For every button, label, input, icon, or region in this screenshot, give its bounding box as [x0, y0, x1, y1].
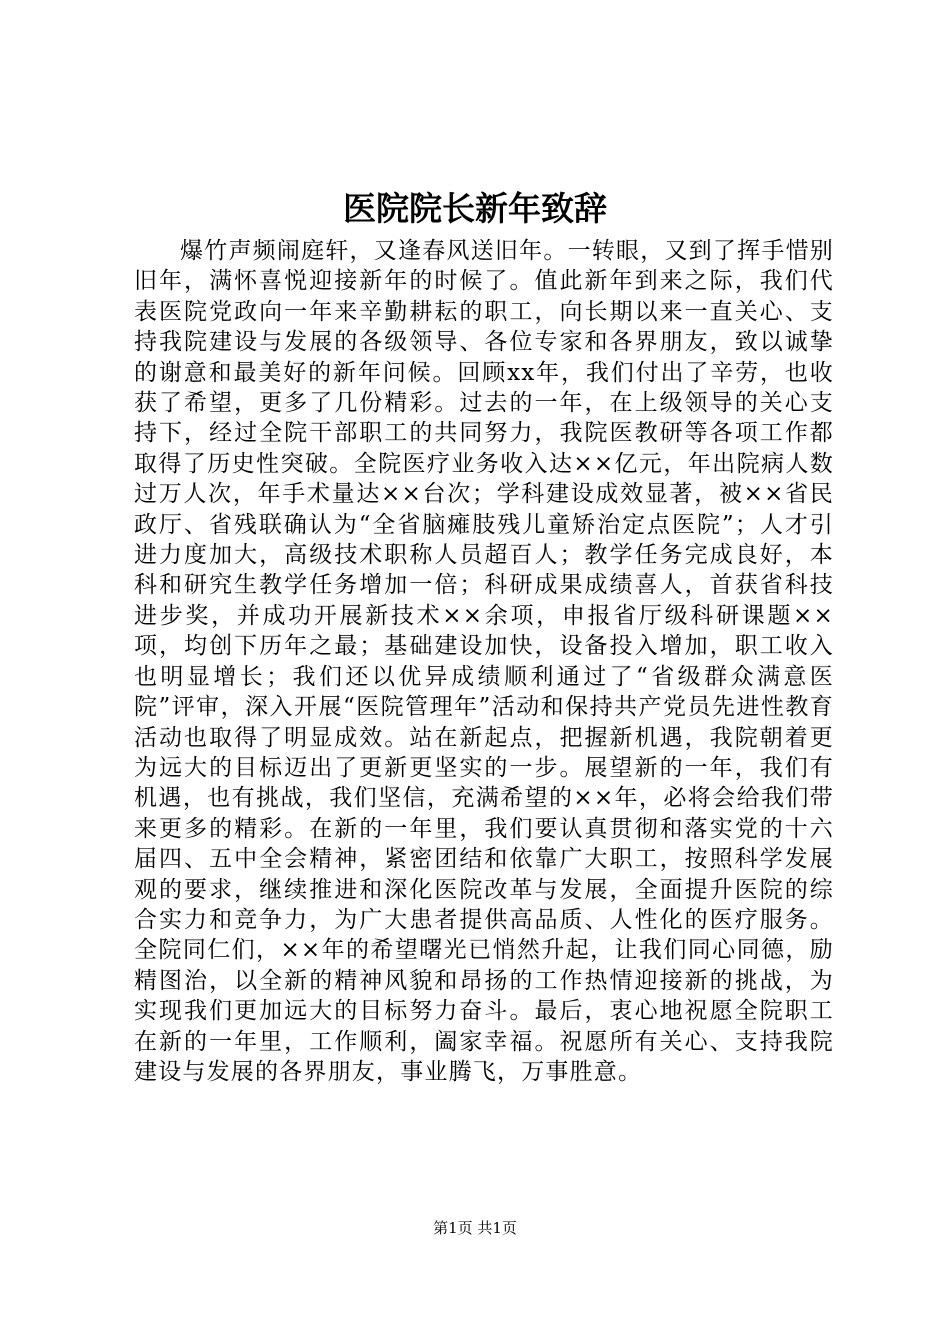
document-title: 医院院长新年致辞 [343, 189, 607, 228]
page-number-footer: 第1页 共1页 [433, 1219, 517, 1237]
document-body-paragraph: 爆竹声频闹庭轩，又逢春风送旧年。一转眼，又到了挥手惜别旧年，满怀喜悦迎接新年的时候了。值此新年到来之际，我们代表医院党政向一年来辛勤耕耘的职工，向长期以来一直关心、支持我院建设与发展的各级领导、各位专家和各界朋友，致以诚挚的谢意和最美好的新年问候。回顾xx年，我们付出了辛劳，也收获了希望，更多了几份精彩。过去的一年，在上级领导的关心支持下，经过全院干部职工的共同努力，我院医教研等各项工作都取得了历史性突破。全院医疗业务收入达××亿元，年出院病人数过万人次，年手术量达××台次；学科建设成效显著，被××省民政厅、省残联确认为“全省脑瘫肢残儿童矫治定点医院”；人才引进力度加大，高级技术职称人员超百人；教学任务完成良好，本科和研究生教学任务增加一倍；科研成果成绩喜人，首获省科技进步奖，并成功开展新技术××余项，申报省厅级科研课题××项，均创下历年之最；基础建设加快，设备投入增加，职工收入也明显增长；我们还以优异成绩顺利通过了“省级群众满意医院”评审，深入开展“医院管理年”活动和保持共产党员先进性教育活动也取得了明显成效。站在新起点，把握新机遇，我院朝着更为远大的目标迈出了更新更坚实的一步。展望新的一年，我们有机遇，也有挑战，我们坚信，充满希望的××年，必将会给我们带来更多的精彩。在新的一年里，我们要认真贯彻和落实党的十六届四、五中全会精神，紧密团结和依靠广大职工，按照科学发展观的要求，继续推进和深化医院改革与发展，全面提升医院的综合实力和竞争力，为广大患者提供高品质、人性化的医疗服务。全院同仁们，××年的希望曙光已悄然升起，让我们同心同德，励精图治，以全新的精神风貌和昂扬的工作热情迎接新的挑战，为实现我们更加远大的目标努力奋斗。最后，衷心地祝愿全院职工在新的一年里，工作顺利，阖家幸福。祝愿所有关心、支持我院建设与发展的各界朋友，事业腾飞，万事胜意。 [134, 238, 834, 1085]
